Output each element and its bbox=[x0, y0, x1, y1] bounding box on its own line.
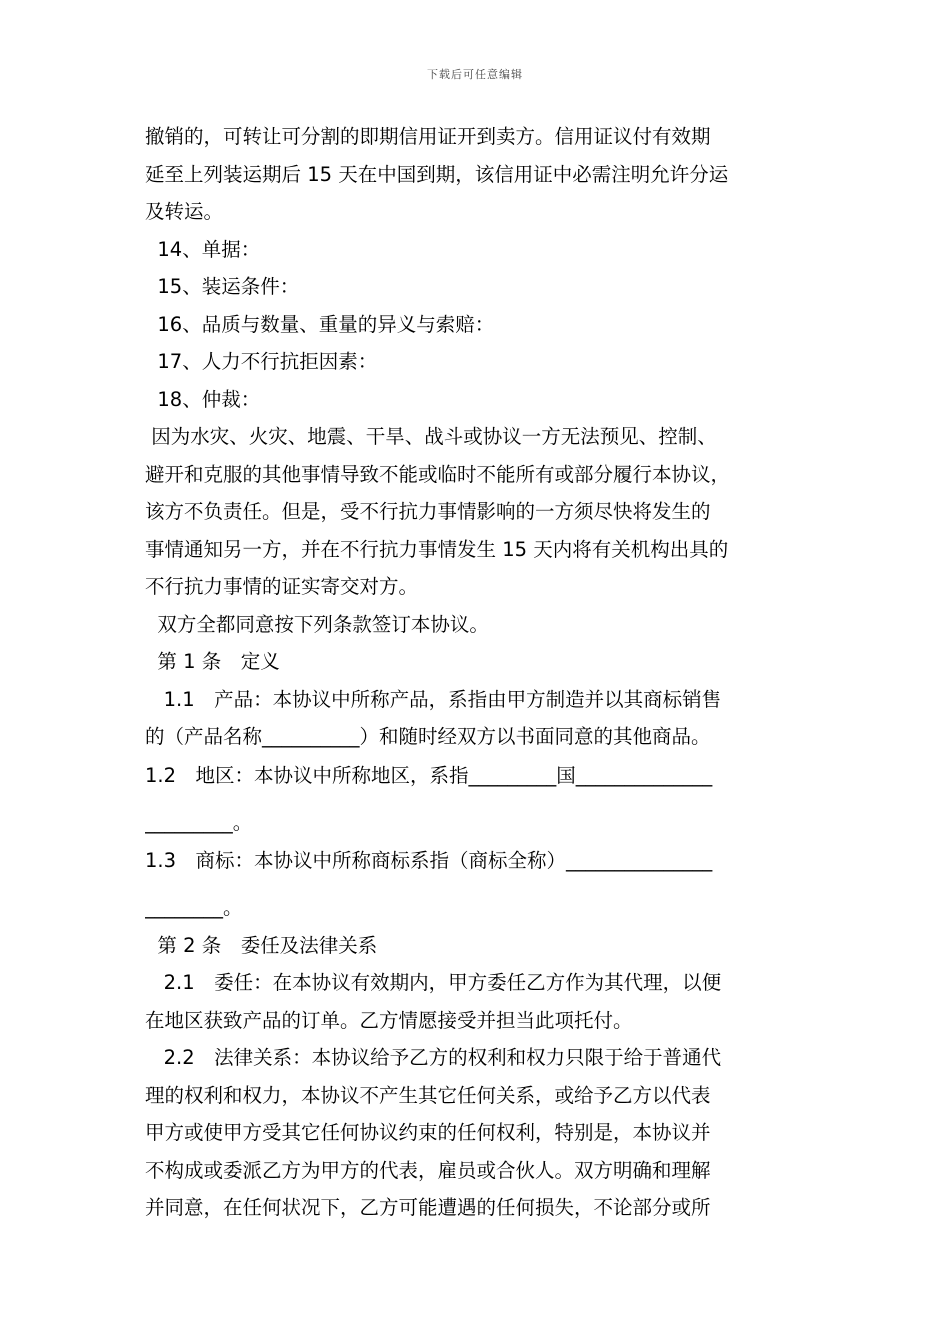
article-2-heading: 第 2 条 委任及法律关系 bbox=[145, 933, 378, 957]
clause-18-heading: 18、仲裁： bbox=[145, 387, 261, 411]
clause-17-heading: 17、人力不行抗拒因素： bbox=[145, 350, 378, 373]
clause-2-1: 2.1 委任：在本协议有效期内，甲方委任乙方作为其代理，以便 bbox=[145, 971, 722, 994]
body-line: 该方不负责任。但是，受不行抗力事情影响的一方须尽快将发生的 bbox=[145, 500, 711, 523]
body-line: 不行抗力事情的证实寄交对方。 bbox=[145, 575, 419, 598]
body-line: 避开和克服的其他事情导致不能或临时不能所有或部分履行本协议， bbox=[145, 462, 731, 486]
body-line: 及转运。 bbox=[145, 200, 224, 223]
body-line: 不构成或委派乙方为甲方的代表，雇员或合伙人。双方明确和理解 bbox=[145, 1158, 711, 1182]
body-line: 甲方或使甲方受其它任何协议约束的任何权利，特别是，本协议并 bbox=[145, 1121, 711, 1144]
article-1-heading: 第 1 条 定义 bbox=[145, 650, 280, 673]
body-line: 撤销的，可转让可分割的即期信用证开到卖方。信用证议付有效期 bbox=[145, 125, 711, 148]
body-line: 的（产品名称__________）和随时经双方以书面同意的其他商品。 bbox=[145, 725, 711, 748]
clause-2-2: 2.2 法律关系：本协议给予乙方的权利和权力只限于给于普通代 bbox=[145, 1046, 722, 1069]
body-line: ________。 bbox=[145, 896, 243, 919]
body-line: 延至上列装运期后 15 天在中国到期，该信用证中必需注明允许分运 bbox=[145, 162, 729, 186]
clause-16-heading: 16、品质与数量、重量的异义与索赔： bbox=[145, 312, 495, 336]
clause-1-2: 1.2 地区：本协议中所称地区，系指_________国______________ bbox=[145, 763, 713, 787]
clause-1-1: 1.1 产品：本协议中所称产品，系指由甲方制造并以其商标销售 bbox=[145, 687, 722, 711]
clause-15-heading: 15、装运条件： bbox=[145, 275, 300, 298]
clause-1-3: 1.3 商标：本协议中所称商标系指（商标全称）_______________ bbox=[145, 849, 713, 872]
body-line: 在地区获致产品的订单。乙方情愿接受并担当此项托付。 bbox=[145, 1008, 633, 1032]
clause-14-heading: 14、单据： bbox=[145, 237, 261, 261]
body-line: _________。 bbox=[145, 810, 253, 834]
body-line: 双方全都同意按下列条款签订本协议。 bbox=[145, 612, 489, 636]
body-line: 并同意，在任何状况下，乙方可能遭遇的任何损失，不论部分或所 bbox=[145, 1196, 711, 1219]
page-header: 下载后可任意编辑 bbox=[427, 68, 523, 81]
body-line: 事情通知另一方，并在不行抗力事情发生 15 天内将有关机构出具的 bbox=[145, 537, 729, 561]
body-line: 因为水灾、火灾、地震、干旱、战斗或协议一方无法预见、控制、 bbox=[145, 425, 717, 448]
body-line: 理的权利和权力，本协议不产生其它任何关系，或给予乙方以代表 bbox=[145, 1083, 711, 1107]
document-body bbox=[145, 118, 815, 1227]
